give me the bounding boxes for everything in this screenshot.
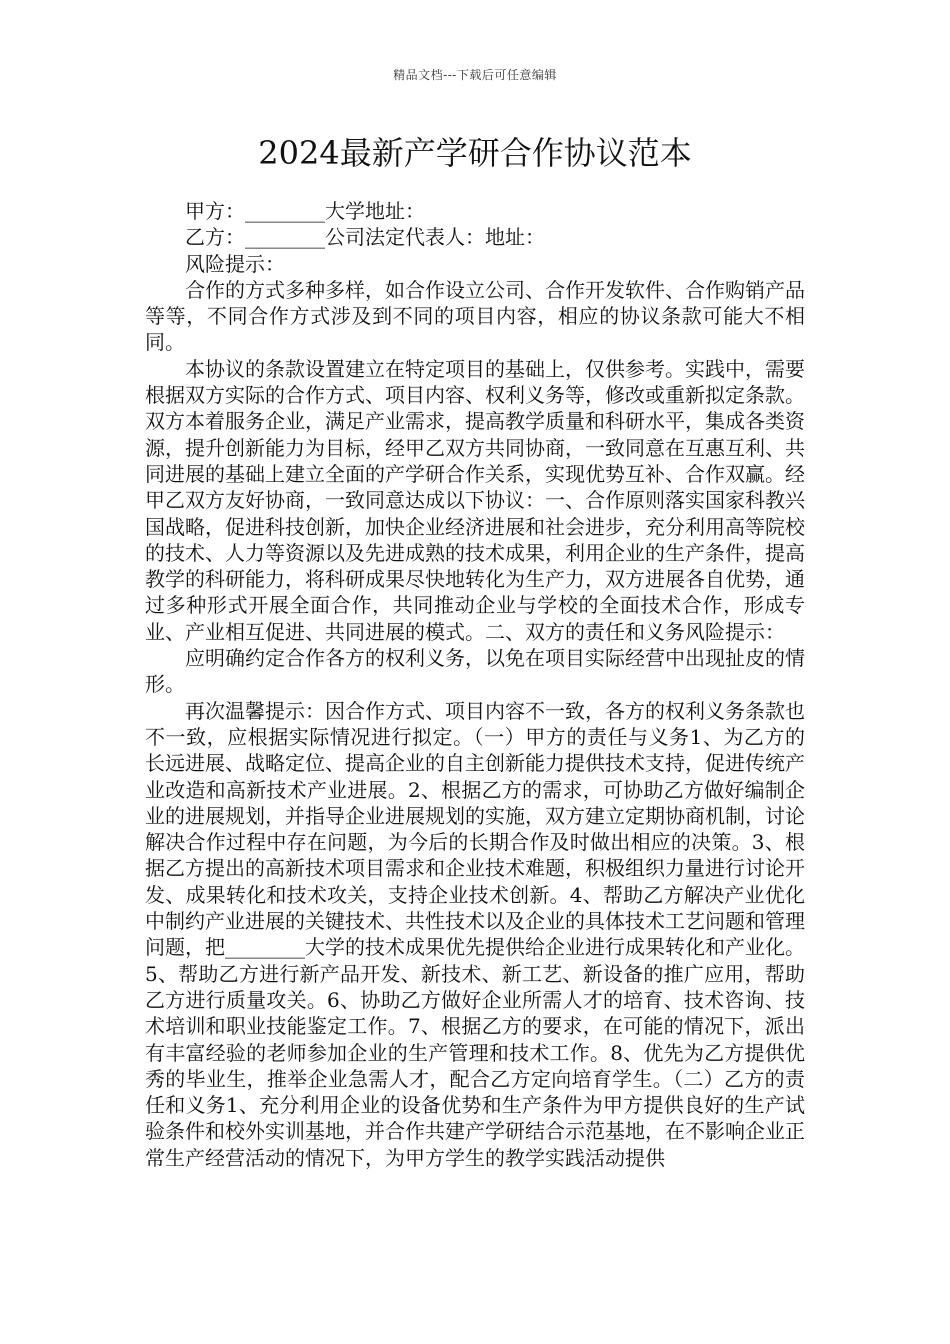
risk-label: 风险提示： [185, 251, 285, 276]
header-note: 精品文档---下载后可任意编辑 [393, 68, 557, 82]
party-a-line: 甲方：________大学地址： [185, 199, 425, 223]
paragraph-agreement-basis: 本协议的条款设置建立在特定项目的基础上，仅供参考。实践中，需要根据双方实际的合作方式、项目内容、权利义务等，修改或重新拟定条款。双方本着服务企业，满足产业需求，提高教学质量和科研水平，集成各类资源，提升创新能力为目标，经甲乙双方共同协商，一致同意在互惠互利、共同进展的基础上建立全面的产学研合作关系，实现优势互补、合作双赢。经甲乙双方友好协商，一致同意达成以下协议：一、合作原则落实国家科教兴国战略，促进科技创新，加快企业经济进展和社会进步，充分利用高等院校的技术、人力等资源以及先进成熟的技术成果，利用企业的生产条件，提高教学的科研能力，将科研成果尽快地转化为生产力，双方进展各自优势，通过多种形式开展全面合作，共同推动企业与学校的全面技术合作，形成专业、产业相互促进、共同进展的模式。二、双方的责任和义务风险提示： [145, 356, 805, 644]
paragraph-responsibilities: 再次温馨提示：因合作方式、项目内容不一致，各方的权利义务条款也不一致，应根据实际情况进行拟定。（一）甲方的责任与义务1、为乙方的长远进展、战略定位、提高企业的自主创新能力提供技术支持，促进传统产业改造和高新技术产业进展。2、根据乙方的需求，可协助乙方做好编制企业的进展规划，并指导企业进展规划的实施，双方建立定期协商机制，讨论解决合作过程中存在问题，为今后的长期合作及时做出相应的决策。3、根据乙方提出的高新技术项目需求和企业技术难题，积极组织力量进行讨论开发、成果转化和技术攻关，支持企业技术创新。4、帮助乙方解决产业优化中制约产业进展的关键技术、共性技术以及企业的具体技术工艺问题和管理问题，把________大学的技术成果优先提供给企业进行成果转化和产业化。5、帮助乙方进行新产品开发、新技术、新工艺、新设备的推广应用，帮助乙方进行质量攻关。6、协助乙方做好企业所需人才的培育、技术咨询、技术培训和职业技能鉴定工作。7、根据乙方的要求，在可能的情况下，派出有丰富经验的老师参加企业的生产管理和技术工作。8、优先为乙方提供优秀的毕业生，推举企业急需人才，配合乙方定向培育学生。（二）乙方的责任和义务1、充分利用企业的设备优势和生产条件为甲方提供良好的生产试验条件和校外实训基地，并合作共建产学研结合示范基地，在不影响企业正常生产经营活动的情况下，为甲方学生的教学实践活动提供 [145, 698, 805, 1170]
party-b-line: 乙方：________公司法定代表人：地址： [185, 225, 545, 250]
paragraph-cooperation-methods: 合作的方式多种多样，如合作设立公司、合作开发软件、合作购销产品等等，不同合作方式涉及到不同的项目内容，相应的协议条款可能大不相同。 [145, 277, 805, 355]
document-body [145, 198, 805, 1171]
paragraph-rights-obligations: 应明确约定合作各方的权利义务，以免在项目实际经营中出现扯皮的情形。 [145, 646, 805, 697]
document-title: 2024最新产学研合作协议范本 [258, 134, 692, 172]
